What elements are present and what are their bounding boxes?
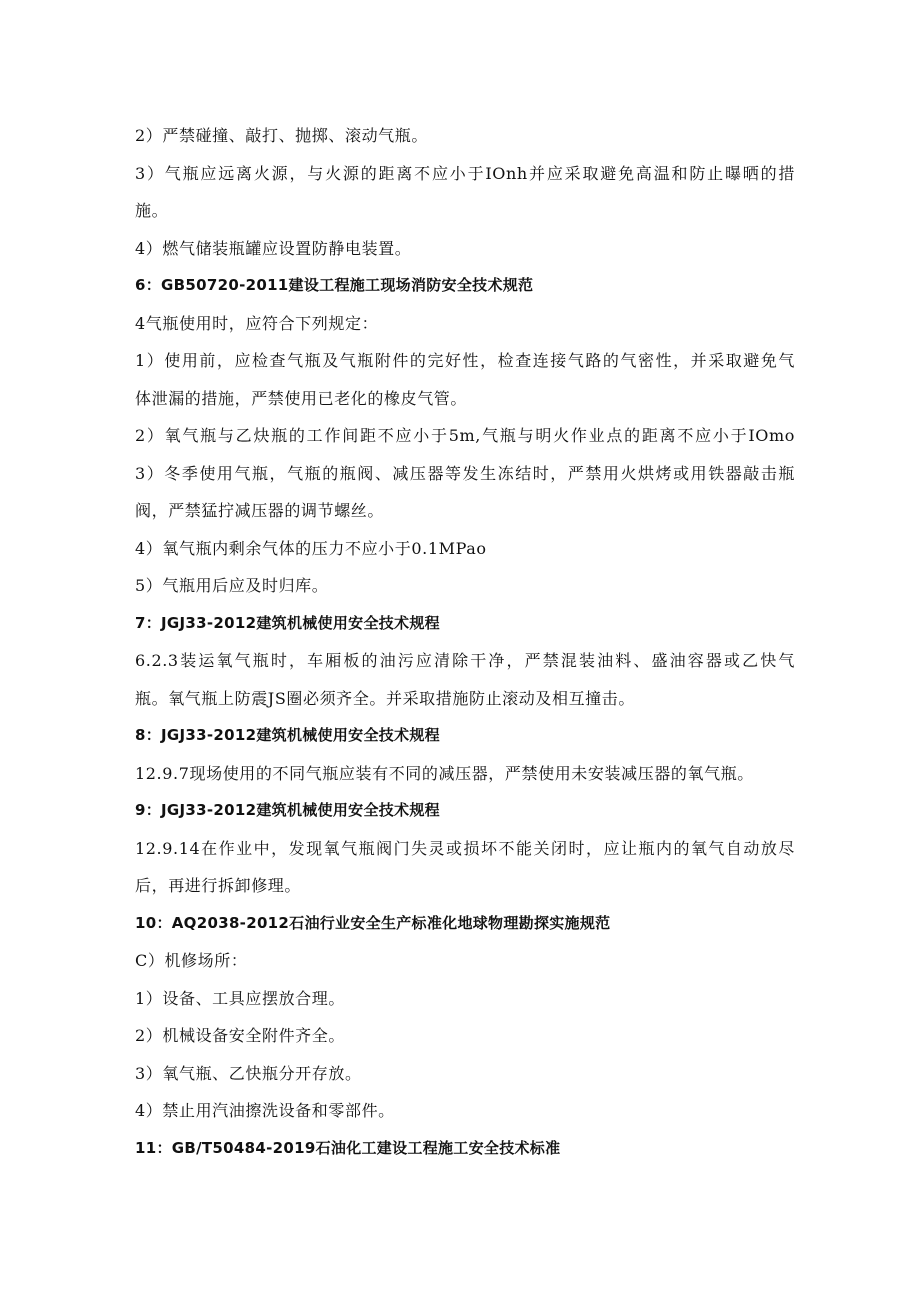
clause-title: C）机修场所： (135, 951, 248, 970)
section-heading: 9：JGJ33-2012建筑机械使用安全技术规程 (135, 801, 440, 819)
list-item: 2）氧气瓶与乙炔瓶的工作间距不应小于5m,气瓶与明火作业点的距离不应小于IOmo (135, 426, 795, 445)
clause-paragraph-continuation: 后，再进行拆卸修理。 (135, 876, 302, 895)
clause-paragraph: 12.9.7现场使用的不同气瓶应装有不同的减压器，严禁使用未安装减压器的氧气瓶。 (135, 763, 754, 783)
list-item: 5）气瓶用后应及时归库。 (135, 576, 329, 595)
list-item: 2）机械设备安全附件齐全。 (135, 1026, 345, 1045)
section-heading: 7：JGJ33-2012建筑机械使用安全技术规程 (135, 613, 440, 632)
list-item: 1）使用前，应检查气瓶及气瓶附件的完好性，检查连接气路的气密性，并采取避免气 (135, 351, 795, 370)
section-heading: 6：GB50720-2011建设工程施工现场消防安全技术规范 (135, 276, 534, 294)
section-heading: 11：GB/T50484-2019石油化工建设工程施工安全技术标准 (135, 1138, 561, 1157)
section-heading: 10：AQ2038-2012石油行业安全生产标准化地球物理勘探实施规范 (135, 913, 611, 932)
list-item: 3）氧气瓶、乙快瓶分开存放。 (135, 1063, 362, 1083)
document-body (135, 117, 795, 1167)
list-item-continuation: 施。 (135, 201, 169, 220)
list-item: 4）禁止用汽油擦洗设备和零部件。 (135, 1101, 395, 1120)
list-item: 4）燃气储装瓶罐应设置防静电装置。 (135, 238, 412, 258)
list-item-continuation: 体泄漏的措施，严禁使用已老化的橡皮气管。 (135, 388, 468, 408)
list-item: 2）严禁碰撞、敲打、抛掷、滚动气瓶。 (135, 126, 428, 145)
list-item: 1）设备、工具应摆放合理。 (135, 988, 345, 1008)
clause-paragraph: 6.2.3装运氧气瓶时，车厢板的油污应清除干净，严禁混装油料、盛油容器或乙快气 (135, 651, 795, 670)
list-item-continuation: 阀，严禁猛拧减压器的调节螺丝。 (135, 501, 385, 520)
list-item: 3）冬季使用气瓶，气瓶的瓶阀、减压器等发生冻结时，严禁用火烘烤或用铁器敲击瓶 (135, 463, 795, 483)
clause-title: 4气瓶使用时，应符合下列规定： (135, 313, 379, 333)
section-heading: 8：JGJ33-2012建筑机械使用安全技术规程 (135, 726, 440, 744)
list-item: 3）气瓶应远离火源，与火源的距离不应小于IOnh并应采取避免高温和防止曝晒的措 (135, 163, 795, 183)
list-item: 4）氧气瓶内剩余气体的压力不应小于0.1MPao (135, 538, 487, 558)
clause-paragraph-continuation: 瓶。氧气瓶上防震JS圈必须齐全。并采取措施防止滚动及相互撞击。 (135, 688, 635, 708)
clause-paragraph: 12.9.14在作业中，发现氧气瓶阀门失灵或损坏不能关闭时，应让瓶内的氧气自动放尽 (135, 838, 795, 858)
